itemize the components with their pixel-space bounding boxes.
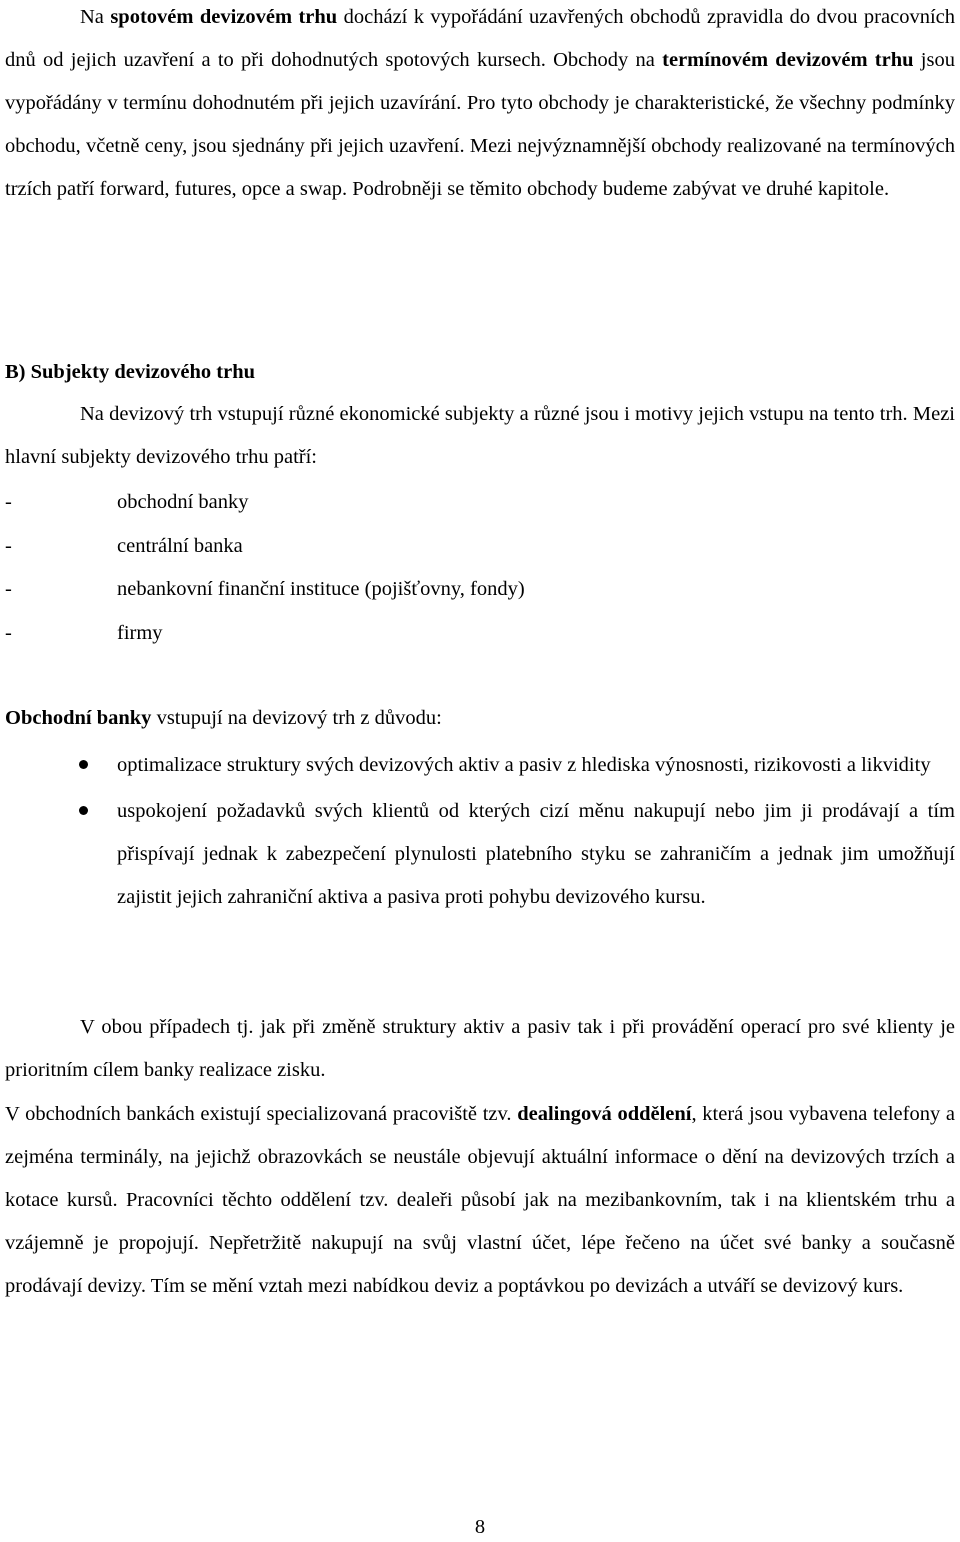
paragraph-market-subjects-intro: Na devizový trh vstupují různé ekonomické subjekty a různé jsou i motivy jejich vstupu na tento trh. Mezi hlavní subjekty devizového trhu patří: — [5, 403, 955, 468]
list-item-text: centrální banka — [117, 534, 243, 557]
list-item — [117, 790, 955, 919]
reasons-list — [117, 744, 955, 919]
paragraph-dealing-departments — [5, 1093, 955, 1308]
list-item-text: firmy — [117, 621, 163, 644]
text: jsou vypořádány v termínu dohodnutém při jejich uzavírání. Pro tyto obchody je charakteristické, že všechny podmínky obchodu, včetně ceny, jsou sjednány při jejich uzavření. Mezi nejvýznamnější obchody realizované na termínových trzích patří forward, futures, opce a swap. Podrobněji se těmito obchody budeme zabývat ve druhé kapitole. — [5, 49, 955, 200]
list-item — [5, 525, 525, 569]
text: vstupují na devizový trh z důvodu: — [151, 707, 442, 729]
term-forward-market: termínovém devizovém trhu — [662, 49, 914, 71]
text: Na — [80, 6, 111, 28]
dash-marker: - — [5, 621, 12, 644]
text: V obchodních bankách existují specializovaná pracoviště tzv. — [5, 1103, 518, 1125]
dash-marker: - — [5, 534, 12, 557]
text: , která jsou vybavena telefony a zejména terminály, na jejichž obrazovkách se neustále objevují aktuální informace o dění na devizových trzích a kotace kursů. Pracovníci těchto oddělení tzv. dealeři působí jak na mezibankovním, tak i na klientském trhu a vzájemně je propojují. Nepřetržitě nakupují na svůj vlastní účet, lépe řečeno na účet své banky a současně prodávají devizy. Tím se mění vztah mezi nabídkou deviz a poptávkou po devizách a utváří se devizový kurs. — [5, 1103, 955, 1297]
list-item — [5, 568, 525, 612]
list-item — [5, 481, 525, 525]
list-item-text: uspokojení požadavků svých klientů od kterých cizí měnu nakupují nebo jim ji prodávají a tím přispívají jednak k zabezpečení plynulosti platebního styku se zahraničím a jednak jim umožňují zajistit jejich zahraniční aktiva a pasiva proti pohybu devizového kursu. — [117, 800, 955, 908]
bullet-icon — [79, 760, 88, 769]
list-item-text: obchodní banky — [117, 491, 249, 513]
term-dealing-departments: dealingová oddělení — [517, 1103, 692, 1125]
list-item — [117, 744, 955, 787]
paragraph-banks-lead — [5, 697, 955, 740]
page-number: 8 — [474, 1516, 486, 1538]
list-item-text: nebankovní finanční instituce (pojišťovny, fondy) — [117, 578, 525, 600]
term-commercial-banks: Obchodní banky — [5, 707, 152, 729]
list-item-text: optimalizace struktury svých devizových aktiv a pasiv z hlediska výnosnosti, rizikovosti a likvidity — [117, 754, 931, 776]
section-heading: B) Subjekty devizového trhu — [5, 361, 256, 383]
dash-marker: - — [5, 578, 12, 600]
list-item — [5, 612, 525, 656]
term-spot-market: spotovém devizovém trhu — [110, 6, 338, 28]
subjects-list — [5, 481, 525, 655]
paragraph-profit-goal: V obou případech tj. jak při změně struktury aktiv a pasiv tak i při provádění operací pro své klienty je prioritním cílem banky realizace zisku. — [5, 1016, 955, 1081]
dash-marker: - — [5, 491, 12, 513]
text: dochází k vypořádání uzavřených obchodů zpravidla do dvou pracovních dnů od jejich uzavření a to při dohodnutých spotových kursech. Obchody na — [5, 6, 955, 71]
bullet-icon — [79, 806, 88, 815]
paragraph-spot-forward-market — [5, 0, 955, 211]
